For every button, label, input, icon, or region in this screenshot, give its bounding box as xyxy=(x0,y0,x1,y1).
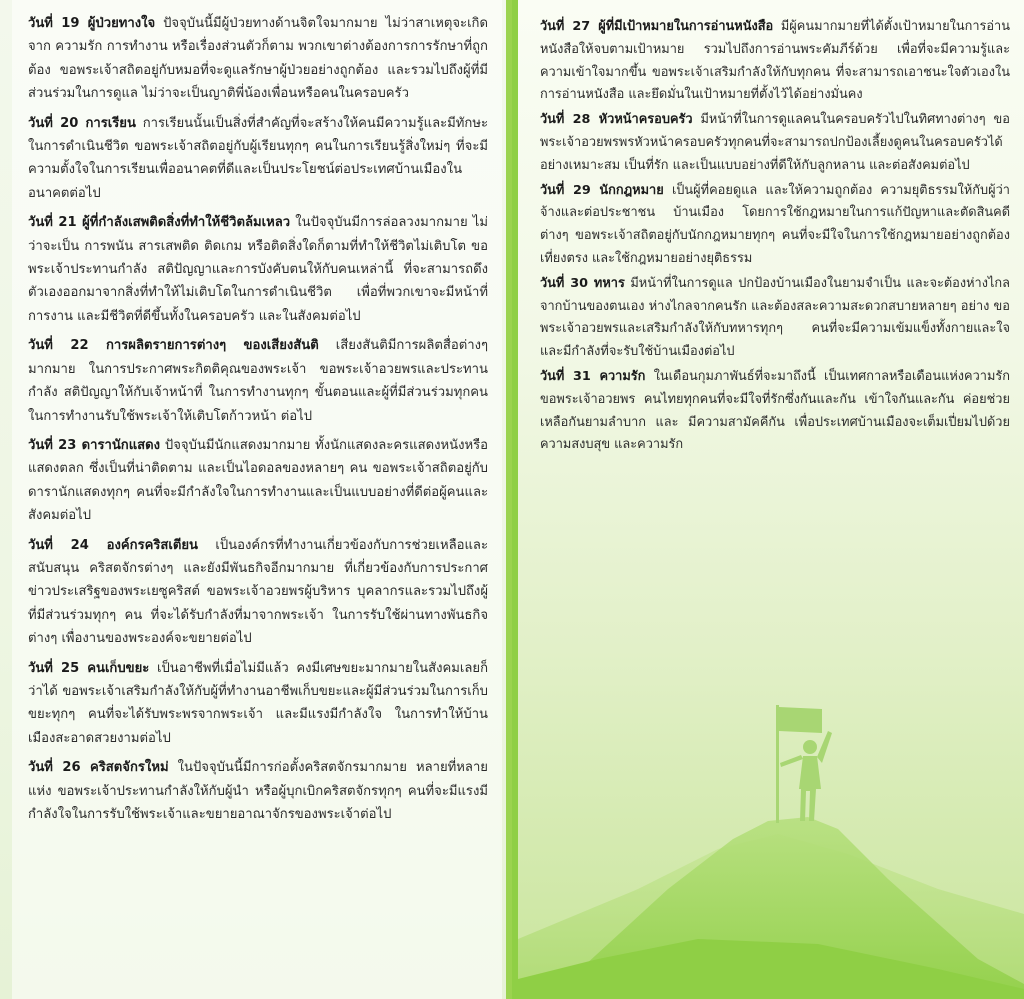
entry-text: มีหน้าที่ในการดูแล ปกป้องบ้านเมืองในยามจำเป็น และจะต้องห่างไกลจากบ้านของตนเอง ห่างไกลจากคนรัก และต้องสละความสะดวกสบายหลายๆ อย่าง ขอพระเจ้าอวยพรและเสริมกำลังให้กับทหารทุกๆ คนที่จะมีความเข้มแข็งทั้งกายและใจ และมีกำลังที่จะรับใช้บ้านเมืองต่อไป xyxy=(540,275,1010,360)
entry-heading: วันที่ 31 ความรัก xyxy=(540,368,646,384)
prayer-entry-day-19 xyxy=(28,12,488,106)
prayer-entry-day-26 xyxy=(28,756,488,826)
entry-text: เสียงสันติมีการผลิตสื่อต่างๆ มากมาย ในการประกาศพระกิตติคุณของพระเจ้า ขอพระเจ้าอวยพรและประทานกำลัง สติปัญญาให้กับเจ้าหน้าที่ ในการทำงานทุกๆ ขั้นตอนและผู้ที่มีส่วนร่วมทุกคน ในการทำงานรับใช้พระเจ้าให้เติบโตก้าวหน้า ต่อไป xyxy=(28,338,488,424)
entry-text: เป็นองค์กรที่ทำงานเกี่ยวข้องกับการช่วยเหลือและสนับสนุน คริสตจักรต่างๆ และยังมีพันธกิจอีกมากมาย ที่เกี่ยวข้องกับการประกาศข่าวประเสริฐของพระเยซูคริสต์ ขอพระเจ้าอวยพรผู้บริหาร บุคลากรและรวมไปถึงผู้ที่มีส่วนร่วมทุกๆ คน ที่จะได้รับกำลังที่มาจากพระเจ้า ในการรับใช้ผ่านทางพันธกิจต่างๆ เพื่องานของพระองค์จะขยายต่อไป xyxy=(28,537,488,647)
prayer-entry-day-29 xyxy=(540,180,1010,271)
prayer-entry-day-21 xyxy=(28,211,488,328)
right-text-column xyxy=(540,0,1010,459)
mountain-flag-illustration xyxy=(518,639,1024,999)
entry-text: ในปัจจุบันมีการล่อลวงมากมาย ไม่ว่าจะเป็น การพนัน สารเสพติด ติดเกม หรือติดสิ่งใดก็ตามที่ทำให้ชีวิตไม่เติบโต ขอพระเจ้าประทานกำลัง สติปัญญาและการบังคับตนให้กับคนเหล่านี้ ที่จะสามารถดึงตัวเองออกมาจากสิ่งที่ทำให้ไม่เติบโตในการดำเนินชีวิต เพื่อที่พวกเขาจะมีหน้าที่การงาน และมีชีวิตที่ดีขึ้นทั้งในครอบครัว และในสังคมต่อไป xyxy=(28,215,488,324)
right-page xyxy=(518,0,1024,999)
entry-heading: วันที่ 30 ทหาร xyxy=(540,275,625,291)
prayer-entry-day-22 xyxy=(28,334,488,428)
person-with-flag-icon xyxy=(776,705,832,823)
prayer-entry-day-20 xyxy=(28,112,488,206)
entry-heading: วันที่ 27 ผู้ที่มีเป้าหมายในการอ่านหนังสือ xyxy=(540,19,774,34)
entry-text: เป็นผู้ที่คอยดูแล และให้ความถูกต้อง ความยุติธรรมให้กับผู้ว่าจ้างและต่อประชาชน บ้านเมือง โดยการใช้กฎหมายในการแก้ปัญหาและตัดสินคดีต่างๆ ขอพระเจ้าสถิตอยู่กับนักกฎหมายทุกๆ คนที่จะมีใจในการใช้กฎหมายอย่างถูกต้อง เที่ยงตรง และใช้กฎหมายอย่างยุติธรรม xyxy=(540,182,1010,266)
entry-heading: วันที่ 22 การผลิตรายการต่างๆ ของเสียงสันติ xyxy=(28,338,319,354)
prayer-entry-day-23 xyxy=(28,434,488,528)
entry-text: เป็นอาชีพที่เมื่อไม่มีแล้ว คงมีเศษขยะมากมายในสังคมเลยก็ว่าได้ ขอพระเจ้าเสริมกำลังให้กับผู้ที่ทำงานอาชีพเก็บขยะและผู้มีส่วนร่วมในการเก็บขยะทุกๆ คนที่จะได้รับพระพรจากพระเจ้า และมีแรงมีกำลังใจ ในการทำให้บ้านเมืองสะอาดสวยงามต่อไป xyxy=(28,660,489,746)
entry-text: การเรียนนั้นเป็นสิ่งที่สำคัญที่จะสร้างให้คนมีความรู้และมีทักษะในการดำเนินชีวิต ขอพระเจ้าสถิตอยู่กับผู้เรียนทุกๆ คนในการเรียนรู้สิ่งใหม่ๆ ที่จะมีความตั้งใจในการเรียนเพื่ออนาคตที่ดีและเป็นประโยชน์ต่อประเทศบ้านเมืองในอนาคตต่อไป xyxy=(28,115,488,201)
entry-heading: วันที่ 29 นักกฎหมาย xyxy=(540,182,664,198)
entry-heading: วันที่ 20 การเรียน xyxy=(28,115,136,131)
entry-heading: วันที่ 24 องค์กรคริสเตียน xyxy=(28,537,199,553)
entry-text: ปัจจุบันนี้มีผู้ป่วยทางด้านจิตใจมากมาย ไม่ว่าสาเหตุจะเกิดจาก ความรัก การทำงาน หรือเรื่องส่วนตัวก็ตาม พวกเขาต่างต้องการการรักษาที่ถูกต้อง ขอพระเจ้าสถิตอยู่กับหมอที่จะดูแลรักษาผู้ป่วยอย่างถูกต้อง และรวมไปถึงผู้ที่มีส่วนร่วมในการดูแล ไม่ว่าจะเป็นญาติพี่น้องเพื่อนหรือคนในครอบครัว xyxy=(28,16,488,102)
entry-text: มีหน้าที่ในการดูแลคนในครอบครัวไปในทิศทางต่างๆ ขอพระเจ้าอวยพรพรหัวหน้าครอบครัวทุกคนที่จะสามารถปกป้องเลี้ยงดูคนในครอบครัวได้อย่างเหมาะสม เป็นที่รัก และเป็นแบบอย่างที่ดีให้กับลูกหลาน และต่อสังคมต่อไป xyxy=(540,112,1010,173)
entry-heading: วันที่ 23 ดารานักแสดง xyxy=(28,437,161,453)
entry-heading: วันที่ 21 ผู้ที่กำลังเสพติดสิ่งที่ทำให้ชีวิตล้มเหลว xyxy=(28,215,291,231)
prayer-entry-day-25 xyxy=(28,657,488,751)
entry-heading: วันที่ 19 ผู้ป่วยทางใจ xyxy=(28,16,156,31)
entry-heading: วันที่ 26 คริสตจักรใหม่ xyxy=(28,760,169,776)
entry-text: ปัจจุบันมีนักแสดงมากมาย ทั้งนักแสดงละครแสดงหนังหรือแสดงตลก ซึ่งเป็นที่น่าติดตาม และเป็นไอดอลของหลายๆ คน ขอพระเจ้าสถิตอยู่กับดารานักแสดงทุกๆ คนที่จะมีกำลังใจในการทำงานและเป็นแบบอย่างที่ดีต่อผู้คนและสังคมต่อไป xyxy=(28,437,488,524)
entry-text: ในปัจจุบันนี้มีการก่อตั้งคริสตจักรมากมาย หลายที่หลายแห่ง ขอพระเจ้าประทานกำลังให้กับผู้นำ หรือผู้บุกเบิกคริสตจักรทุกๆ คนที่จะมีแรงมีกำลังใจในการรับใช้พระเจ้าและขยายอาณาจักรของพระเจ้าต่อไป xyxy=(28,760,488,822)
left-text-column xyxy=(12,0,502,999)
entry-heading: วันที่ 25 คนเก็บขยะ xyxy=(28,660,150,676)
entry-heading: วันที่ 28 หัวหน้าครอบครัว xyxy=(540,112,693,128)
prayer-entry-day-30 xyxy=(540,273,1010,364)
entry-text: ในเดือนกุมภาพันธ์ที่จะมาถึงนี้ เป็นเทศกาลหรือเดือนแห่งความรัก ขอพระเจ้าอวยพร คนไทยทุกคนที่จะมีใจที่รักซึ่งกันและกัน เข้าใจกันและกัน ค่อยช่วยเหลือกันยามลำบาก และ มีความสามัคคีกัน เพื่อประเทศบ้านเมืองจะเต็มเปี่ยมไปด้วยความสงบสุข และความรัก xyxy=(540,368,1011,453)
prayer-entry-day-31 xyxy=(540,366,1010,457)
prayer-entry-day-28 xyxy=(540,109,1010,177)
prayer-entry-day-27 xyxy=(540,16,1010,107)
entry-text: มีผู้คนมากมายที่ได้ตั้งเป้าหมายในการอ่านหนังสือให้จบตามเป้าหมาย รวมไปถึงการอ่านพระคัมภีร์ด้วย เพื่อที่จะมีความรู้และความเข้าใจมากขึ้น ขอพระเจ้าเสริมกำลังให้กับทุกคน ที่จะสามารถเอาชนะใจตัวเองในการอ่านหนังสือ และยึดมั่นในเป้าหมายที่ตั้งไว้ได้อย่างมั่นคง xyxy=(540,19,1010,103)
prayer-entry-day-24 xyxy=(28,534,488,651)
